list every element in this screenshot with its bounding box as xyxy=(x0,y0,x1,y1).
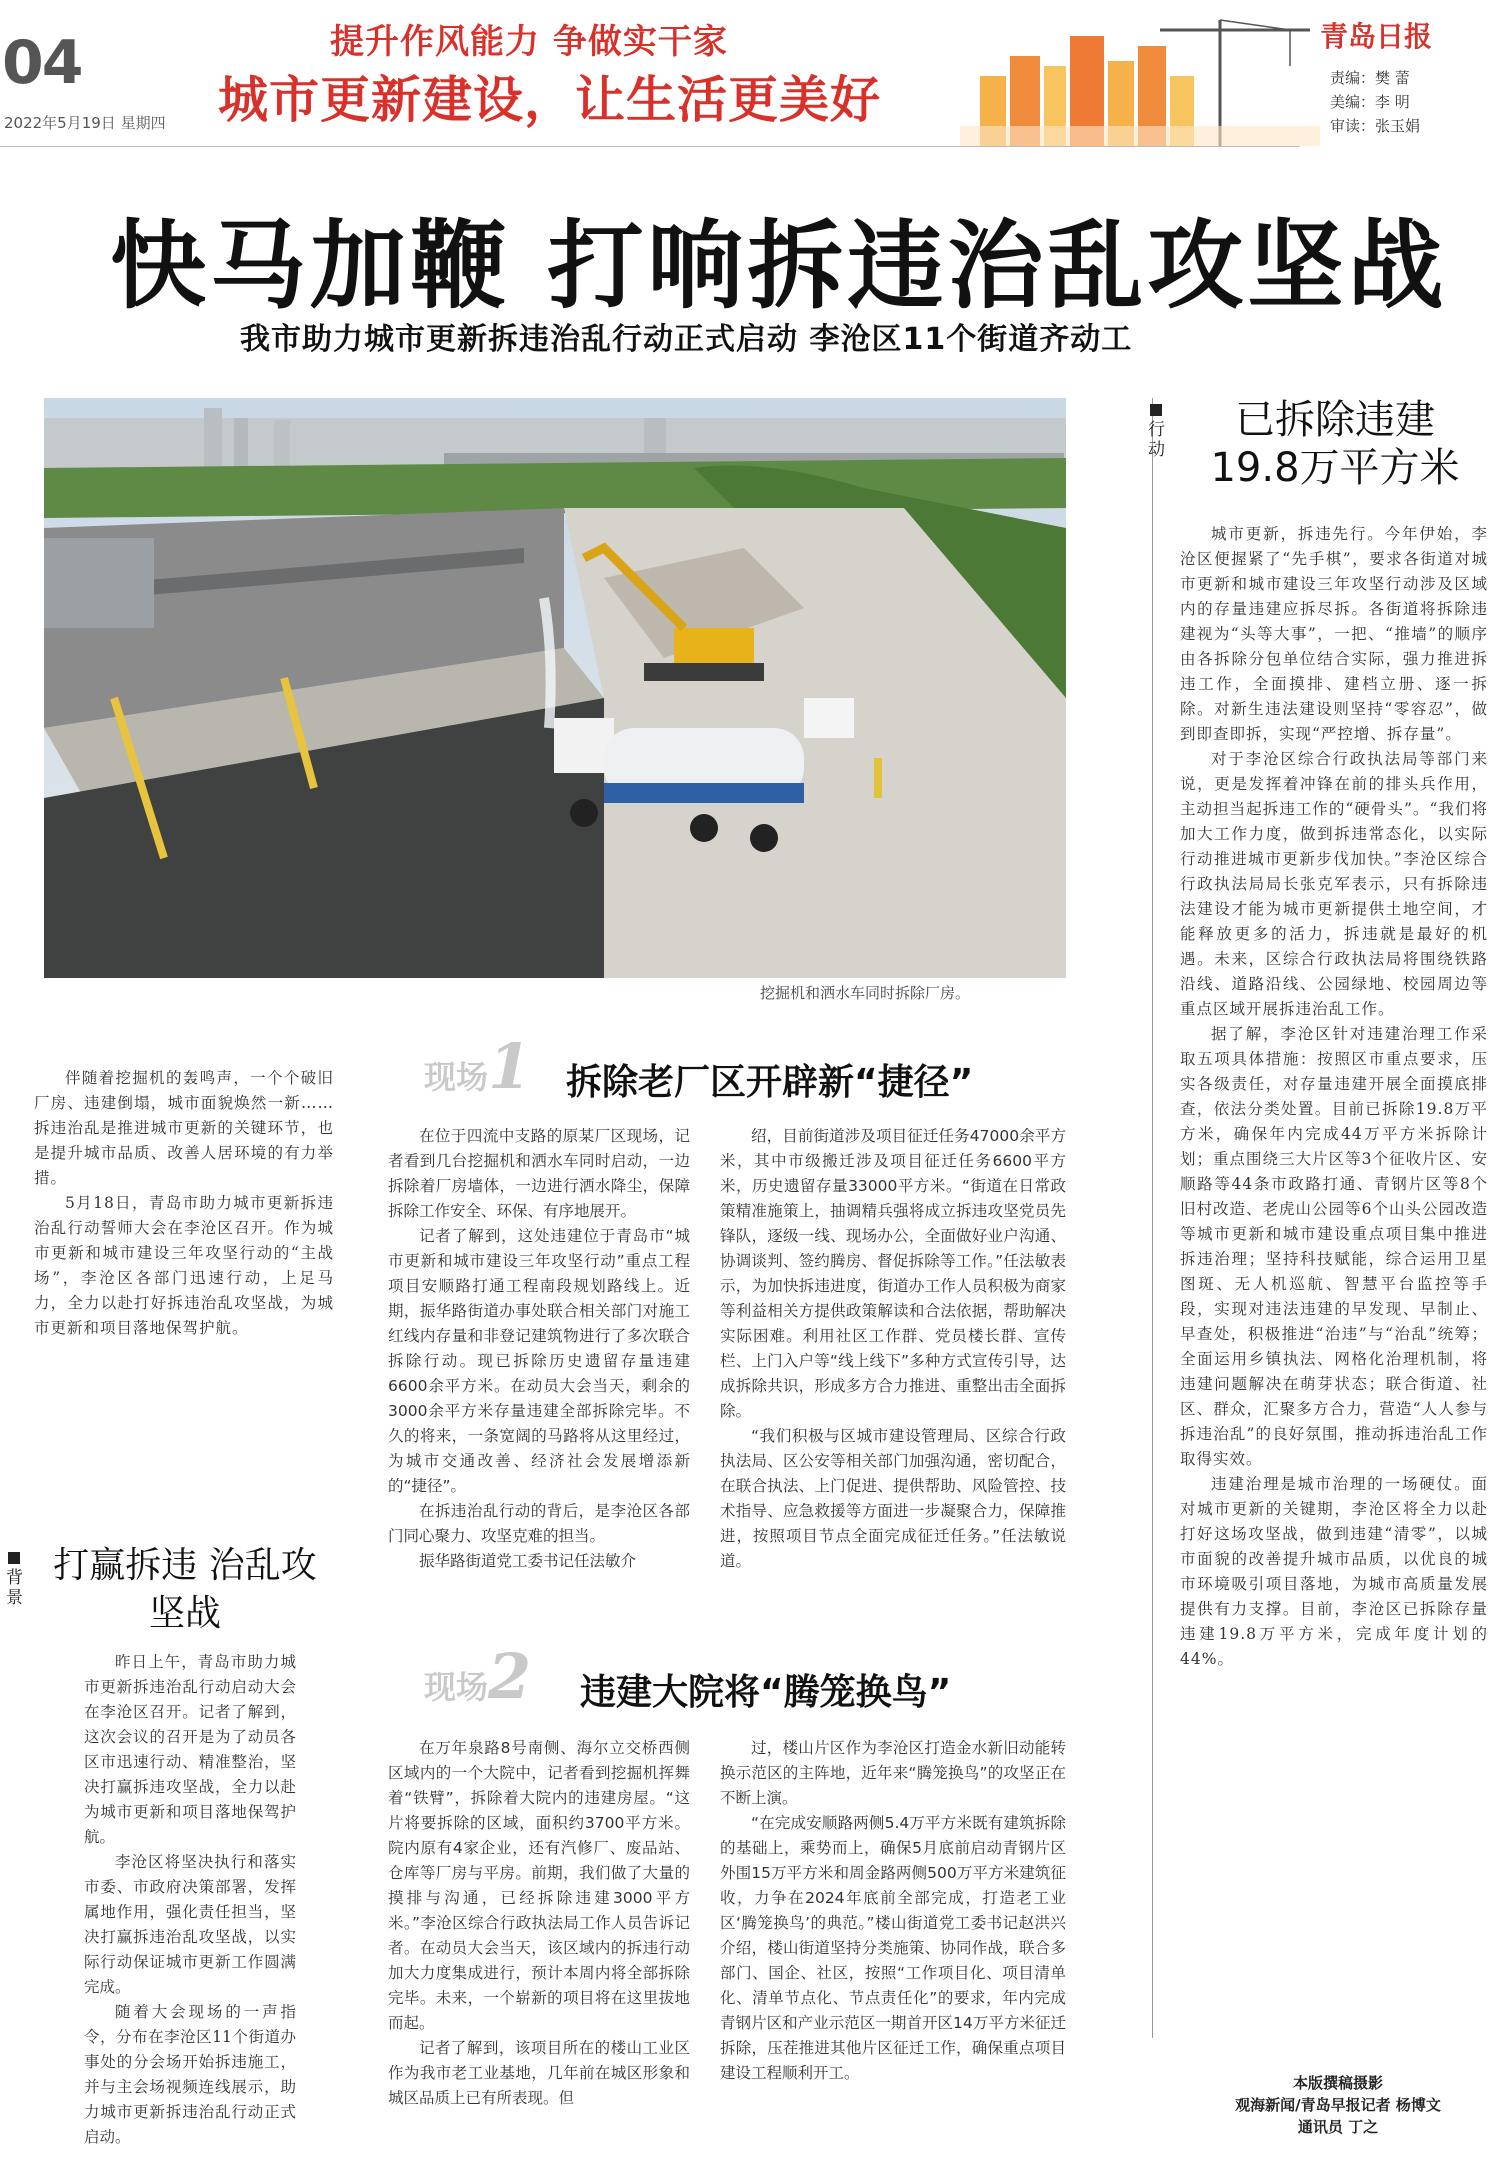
sidebar-body xyxy=(1180,522,1488,1672)
section-1-column-b xyxy=(720,1124,1066,1574)
article-paragraph: 在位于四流中支路的原某厂区现场，记者看到几台挖掘机和洒水车同时启动，一边拆除着厂房墙体，一边进行洒水降尘，保障拆除工作安全、环保、有序地展开。 xyxy=(388,1127,690,1220)
lead-paragraphs xyxy=(34,1066,334,1341)
section-slogan: 提升作风能力 争做实干家 xyxy=(330,22,728,62)
header-divider xyxy=(0,146,1300,147)
article-paragraph: 振华路街道党工委书记任法敏介 xyxy=(419,1552,637,1570)
editor-credits xyxy=(1330,66,1420,138)
sidebar-divider xyxy=(1152,398,1153,2038)
background-title: 打赢拆违 治乱攻坚战 xyxy=(53,1545,317,1634)
main-headline: 快马加鞭 打响拆违治乱攻坚战 xyxy=(110,210,1448,322)
page-number: 04 xyxy=(2,28,82,98)
newspaper-logo xyxy=(1320,16,1436,54)
byline-line: 通讯员 丁之 xyxy=(1297,2118,1379,2136)
action-tag xyxy=(1148,404,1166,460)
article-paragraph: 在拆违治乱行动的背后，是李沧区各部门同心聚力、攻坚克难的担当。 xyxy=(388,1502,690,1545)
photo-caption: 挖掘机和洒水车同时拆除厂房。 xyxy=(760,984,971,1002)
byline-line: 本版撰稿摄影 xyxy=(1292,2074,1383,2092)
background-paragraph: 随着大会现场的一声指令，分布在李沧区11个街道办事处的分会场开始拆违施工，并与主会场视频连线展示，助力城市更新拆违治乱行动正式启动。 xyxy=(84,2003,296,2146)
section-2-column-b xyxy=(720,1736,1066,2086)
section-banner: 城市更新建设，让生活更美好 xyxy=(218,70,881,129)
article-paragraph: 绍，目前街道涉及项目征迁任务47000余平方米，其中市级搬迁涉及项目征迁任务6600平方米，历史遗留存量33000平方米。“街道在日常政策精准施策上，抽调精兵强将成立拆违攻坚党员先锋队，逐级一线、现场办公，全面做好业户沟通、协调谈判、签约腾房、督促拆除等工作。”任法敏表示，为加快拆违进度，街道办工作人员积极为商家等利益相关方提供政策解读和合法依据，帮助解决实际困难。利用社区工作群、党员楼长群、宣传栏、上门入户等“线上线下”多种方式宣传引导，达成拆除共识，形成多方合力推进、重整出击全面拆除。 xyxy=(720,1127,1066,1420)
tag-marker xyxy=(8,1552,20,1564)
article-paragraph: “在完成安顺路两侧5.4万平方米既有建筑拆除的基础上，乘势而上，确保5月底前启动青钢片区外围15万平方米和周金路两侧500万平方米建筑征收，力争在2024年底前全部完成，打造老工业区‘腾笼换鸟’的典范。”楼山街道党工委书记赵洪兴介绍，楼山街道坚持分类施策、协同作战，联合多部门、国企、社区，按照“工作项目化、项目清单化、清单节点化、节点责任化”的要求，年内完成青钢片区和产业示范区一期首开区14万平方米征迁拆除，压茬推进其他片区征迁工作，确保重点项目建设工程顺利开工。 xyxy=(720,1814,1066,2082)
sidebar-title: 已拆除违建 19.8万平方米 xyxy=(1210,397,1460,491)
sidebar-paragraph: 据了解，李沧区针对违建治理工作采取五项具体措施：按照区市重点要求，压实各级责任，对存量违建开展全面摸底排查，依法分类处置。目前已拆除19.8万平方米，确保年内完成44万平方米拆除计划；重点围绕三大片区等3个征收片区、安顺路等44条市政路打通、青钢片区等8个旧村改造、老虎山公园等6个山头公园改造等城市更新和城市建设重点项目集中推进拆违治理；坚持科技赋能，综合运用卫星图斑、无人机巡航、智慧平台监控等手段，实现对违法违建的早发现、早制止、早查处，积极推进“治违”与“治乱”统筹；全面运用乡镇执法、网格化治理机制，将违建问题解决在萌芽状态；联合街道、社区、群众，汇聚多方合力，营造“人人参与拆违治乱”的良好氛围，推动拆违治乱工作取得实效。 xyxy=(1180,1025,1488,1468)
article-paragraph: 记者了解到，该项目所在的楼山工业区作为我市老工业基地，几年前在城区形象和城区品质上已有所表现。但 xyxy=(388,2039,690,2107)
byline xyxy=(1178,2072,1498,2138)
sidebar-paragraph: 城市更新，拆违先行。今年伊始，李沧区便握紧了“先手棋”，要求各街道对城市更新和城市建设三年攻坚行动涉及区域内的存量违建应拆尽拆。各街道将拆除违建视为“头等大事”，一把、“推墙”的顺序由各拆除分包单位结合实际，强力推进拆违工作，全面摸排、建档立册、逐一拆除。对新生违法建设则坚持“零容忍”，做到即查即拆，实现“严控增、拆存量”。 xyxy=(1180,525,1488,743)
background-paragraph: 李沧区将坚决执行和落实市委、市政府决策部署，发挥属地作用，强化责任担当，坚决打赢拆违治乱攻坚战，以实际行动保证城市更新工作圆满完成。 xyxy=(84,1853,296,1996)
sidebar-paragraph: 违建治理是城市治理的一场硬仗。面对城市更新的关键期，李沧区将全力以赴打好这场攻坚战，做到违建“清零”，以城市面貌的改善提升城市品质，以优良的城市环境吸引项目落地，为城市高质量发展提供有力支撑。目前，李沧区已拆除存量违建19.8万平方米，完成年度计划的44%。 xyxy=(1180,1475,1488,1668)
section-1-title: 拆除老厂区开辟新“捷径” xyxy=(566,1062,974,1103)
credit-line: 审读：张玉娟 xyxy=(1330,117,1421,135)
scene-number: 1 xyxy=(488,1030,532,1103)
scene-word: 现场 xyxy=(424,1058,489,1096)
lead-paragraph: 5月18日，青岛市助力城市更新拆违治乱行动誓师大会在李沧区召开。作为城市更新和城市建设三年攻坚行动的“主战场”，李沧区各部门迅速行动，上足马力，全力以赴打好拆违治乱攻坚战，为城市更新和项目落地保驾护航。 xyxy=(34,1194,334,1337)
credit-line: 责编：樊 蕾 xyxy=(1330,69,1410,87)
demolition-photo xyxy=(44,398,1066,978)
scene-number: 2 xyxy=(488,1640,532,1713)
tag-label: 行动 xyxy=(1148,420,1165,460)
sub-headline: 我市助力城市更新拆违治乱行动正式启动 李沧区11个街道齐动工 xyxy=(240,322,1133,357)
tag-marker xyxy=(1150,404,1162,416)
logo-text: 青岛日报 xyxy=(1320,20,1433,53)
scene-1-marker xyxy=(424,1030,531,1103)
issue-date: 2022年5月19日 星期四 xyxy=(4,114,166,132)
scene-2-marker xyxy=(424,1640,531,1713)
skyline-decoration xyxy=(960,6,1320,146)
section-1-column-a xyxy=(388,1124,690,1574)
article-paragraph: “我们积极与区城市建设管理局、区综合行政执法局、区公安等相关部门加强沟通，密切配合，在联合执法、上门促进、提供帮助、风险管控、技术指导、应急救援等方面进一步凝聚合力，保障推进，按照项目节点全面完成征迁任务。”任法敏说道。 xyxy=(720,1427,1066,1570)
article-paragraph: 在万年泉路8号南侧、海尔立交桥西侧区域内的一个大院中，记者看到挖掘机挥舞着“铁臂”，拆除着大院内的违建房屋。“这片将要拆除的区域，面积约3700平方米。院内原有4家企业，还有汽修厂、废品站、仓库等厂房与平房。前期，我们做了大量的摸排与沟通，已经拆除违建3000平方米。”李沧区综合行政执法局工作人员告诉记者。在动员大会当天，该区域内的拆违行动加大力度集成进行，预计本周内将全部拆除完毕。未来，一个崭新的项目将在这里拔地而起。 xyxy=(388,1739,690,2032)
credit-line: 美编：李 明 xyxy=(1330,93,1410,111)
section-2-title: 违建大院将“腾笼换鸟” xyxy=(580,1672,952,1713)
background-body xyxy=(84,1650,296,2150)
background-tag xyxy=(6,1552,24,1608)
tag-label: 背景 xyxy=(6,1568,23,1608)
lead-paragraph: 伴随着挖掘机的轰鸣声，一个个破旧厂房、违建倒塌，城市面貌焕然一新……拆违治乱是推进城市更新的关键环节，也是提升城市品质、改善人居环境的有力举措。 xyxy=(34,1069,334,1187)
background-paragraph: 昨日上午，青岛市助力城市更新拆违治乱行动启动大会在李沧区召开。记者了解到，这次会议的召开是为了动员各区市迅速行动、精准整治，坚决打赢拆违攻坚战，全力以赴为城市更新和项目落地保驾护航。 xyxy=(84,1653,296,1846)
byline-line: 观海新闻/青岛早报记者 杨博文 xyxy=(1235,2096,1441,2114)
article-paragraph: 记者了解到，这处违建位于青岛市“城市更新和城市建设三年攻坚行动”重点工程项目安顺路打通工程南段规划路线上。近期，振华路街道办事处联合相关部门对施工红线内存量和非登记建筑物进行了多次联合拆除行动。现已拆除历史遗留存量违建6600余平方米。在动员大会当天，剩余的3000余平方米存量违建全部拆除完毕。不久的将来，一条宽阔的马路将从这里经过，为城市交通改善、经济社会发展增添新的“捷径”。 xyxy=(388,1227,690,1495)
scene-word: 现场 xyxy=(424,1668,489,1706)
section-2-column-a xyxy=(388,1736,690,2111)
article-paragraph: 过，楼山片区作为李沧区打造金水新旧动能转换示范区的主阵地，近年来“腾笼换鸟”的攻坚正在不断上演。 xyxy=(720,1739,1066,1807)
sidebar-paragraph: 对于李沧区综合行政执法局等部门来说，更是发挥着冲锋在前的排头兵作用，主动担当起拆违工作的“硬骨头”。“我们将加大工作力度，做到拆违常态化，以实际行动推进城市更新步伐加快。”李沧区综合行政执法局局长张克军表示，只有拆除违法建设才能为城市更新提供土地空间，才能释放更多的活力，拆违就是最好的机遇。未来，区综合行政执法局将围绕铁路沿线、道路沿线、公园绿地、校园周边等重点区域开展拆违治乱工作。 xyxy=(1180,750,1488,1018)
